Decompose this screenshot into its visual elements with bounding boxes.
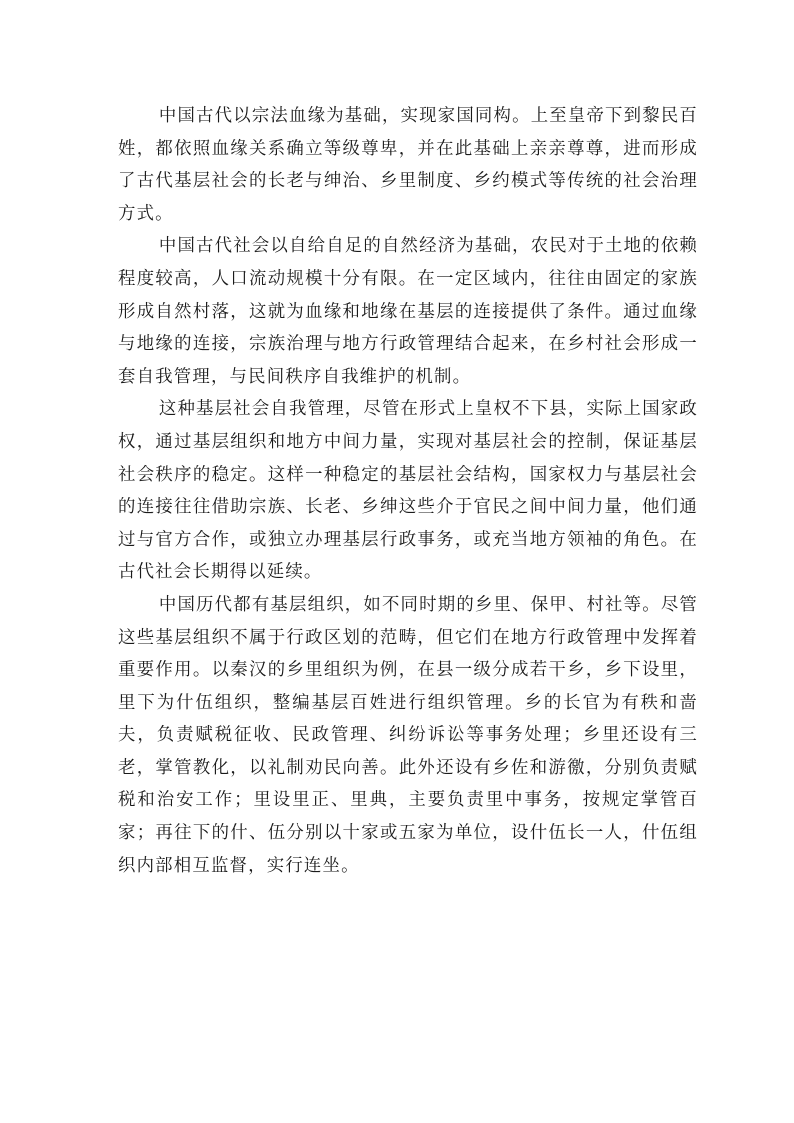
paragraph-3: 这种基层社会自我管理，尽管在形式上皇权不下县，实际上国家政权，通过基层组织和地方中间力量，实现对基层社会的控制，保证基层社会秩序的稳定。这样一种稳定的基层社会结构，国家权力与基层社会的连接往往借助宗族、长老、乡绅这些介于官民之间中间力量，他们通过与官方合作，或独立办理基层行政事务，或充当地方领袖的角色。在古代社会长期得以延续。 — [118, 399, 699, 583]
document-body — [118, 100, 698, 882]
paragraph-1: 中国古代以宗法血缘为基础，实现家国同构。上至皇帝下到黎民百姓，都依照血缘关系确立等级尊卑，并在此基础上亲亲尊尊，进而形成了古代基层社会的长老与绅治、乡里制度、乡约模式等传统的社会治理方式。 — [118, 106, 699, 224]
paragraph-2: 中国古代社会以自给自足的自然经济为基础，农民对于土地的依赖程度较高，人口流动规模十分有限。在一定区域内，往往由固定的家族形成自然村落，这就为血缘和地缘在基层的连接提供了条件。通过血缘与地缘的连接，宗族治理与地方行政管理结合起来，在乡村社会形成一套自我管理，与民间秩序自我维护的机制。 — [118, 236, 699, 387]
paragraph-4: 中国历代都有基层组织，如不同时期的乡里、保甲、村社等。尽管这些基层组织不属于行政区划的范畴，但它们在地方行政管理中发挥着重要作用。以秦汉的乡里组织为例，在县一级分成若干乡，乡下设里，里下为什伍组织，整编基层百姓进行组织管理。乡的长官为有秩和啬夫，负责赋税征收、民政管理、纠纷诉讼等事务处理；乡里还设有三老，掌管教化，以礼制劝民向善。此外还设有乡佐和游徼，分别负责赋税和治安工作；里设里正、里典，主要负责里中事务，按规定掌管百家；再往下的什、伍分别以十家或五家为单位，设什伍长一人，什伍组织内部相互监督，实行连坐。 — [118, 594, 699, 876]
